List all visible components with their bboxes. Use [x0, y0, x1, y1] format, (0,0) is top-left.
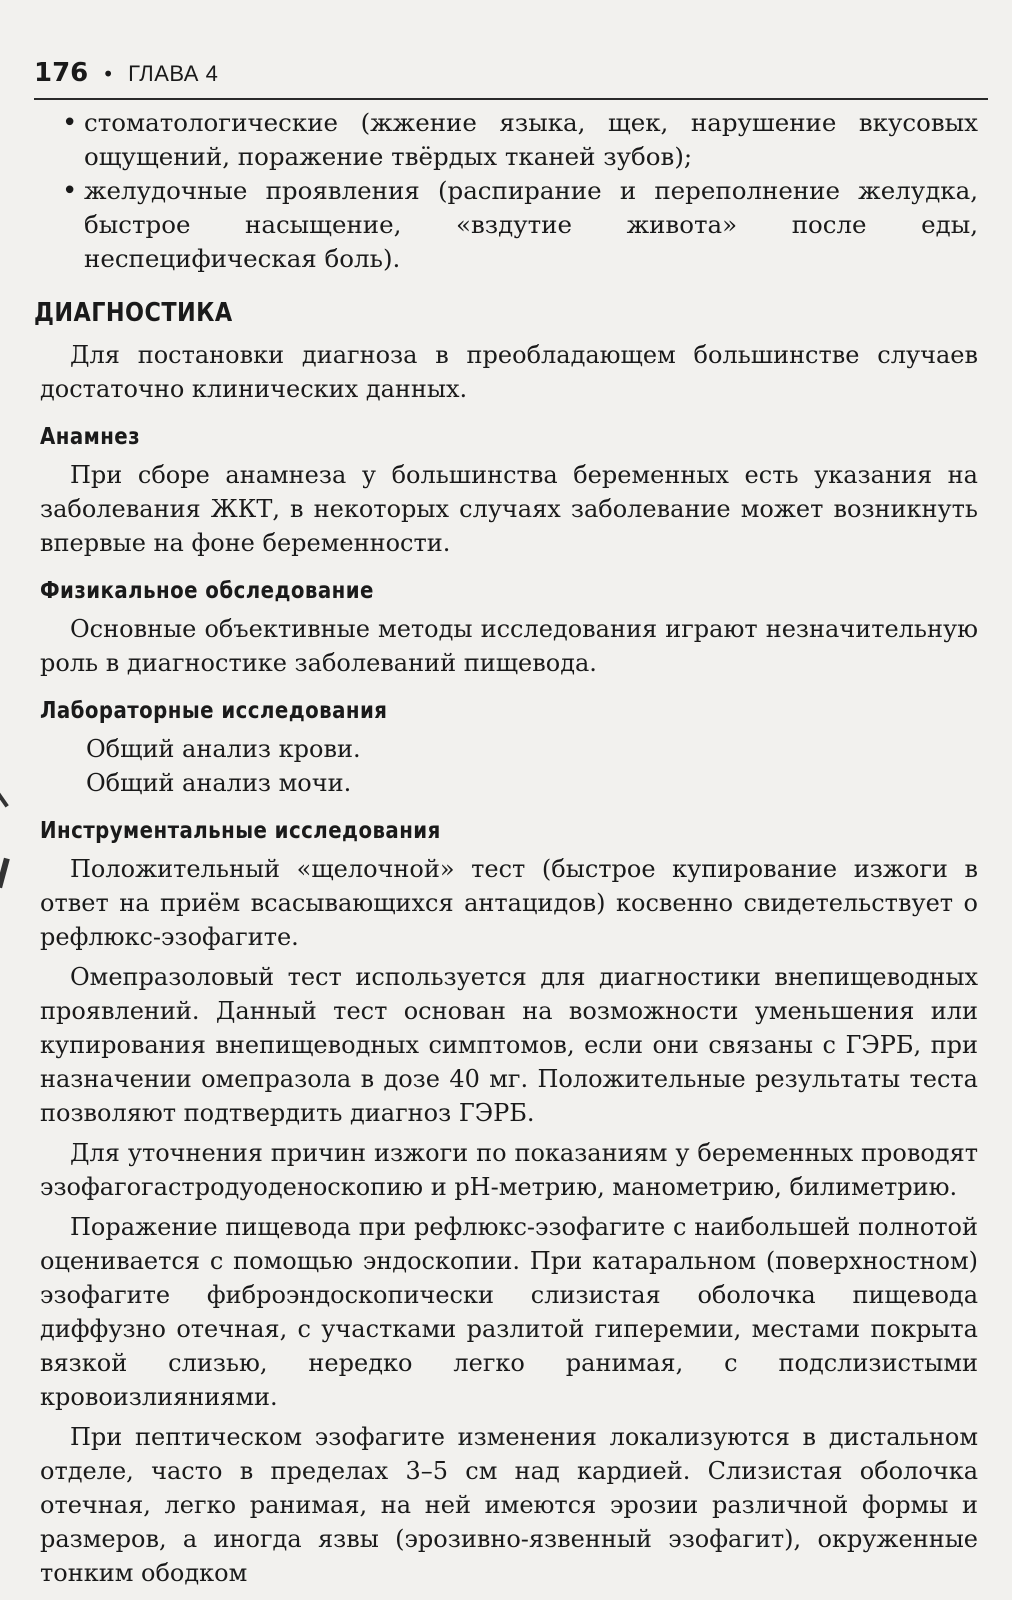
lab-item: Общий анализ крови.	[86, 735, 361, 763]
header-bullet: •	[102, 62, 115, 86]
anamnesis-text: При сборе анамнеза у большинства беременных есть указания на заболевания ЖКТ, в некоторых случаях заболевание может возникнуть впервые на фоне беременности.	[40, 461, 978, 557]
subsection-title-physical: Физикальное обследование	[40, 578, 374, 604]
running-head	[34, 58, 988, 100]
symptom-list	[34, 106, 978, 276]
lab-item: Общий анализ мочи.	[86, 769, 352, 797]
section-title-diagnostics: ДИАГНОСТИКА	[34, 298, 233, 328]
list-item: • стоматологические (жжение языка, щек, нарушение вкусовых ощущений, поражение твёрдых тканей зубов);	[62, 106, 978, 174]
physical-text: Основные объективные методы исследования играют незначительную роль в диагностике заболеваний пищевода.	[40, 615, 978, 677]
page-number: 176	[34, 58, 89, 88]
chapter-label: ГЛАВА 4	[128, 61, 219, 86]
instrumental-paragraph: При пептическом эзофагите изменения локализуются в дистальном отделе, часто в пределах 3–5 см над кардией. Слизистая оболочка отечная, легко ранимая, на ней имеются эрозии различной формы и размеров, а иногда язвы (эрозивно-язвенный эзофагит), окруженные тонким ободком	[40, 1423, 978, 1587]
page-content	[34, 106, 978, 1590]
subsection-title-anamnesis: Анамнез	[40, 424, 141, 450]
subsection-title-lab: Лабораторные исследования	[40, 698, 388, 724]
instrumental-paragraph: Поражение пищевода при рефлюкс-эзофагите с наибольшей полнотой оценивается с помощью эндоскопии. При катаральном (поверхностном) эзофагите фиброэндоскопически слизистая оболочка пищевода диффузно отечная, с участками разлитой гиперемии, местами покрыта вязкой слизью, нередко легко ранимая, с подслизистыми кровоизлияниями.	[40, 1213, 978, 1411]
diagnostics-intro: Для постановки диагноза в преобладающем большинстве случаев достаточно клинических данных.	[40, 341, 978, 403]
instrumental-paragraph: Для уточнения причин изжоги по показаниям у беременных проводят эзофагогастродуоденоскопию и pH-метрию, манометрию, билиметрию.	[40, 1139, 978, 1201]
instrumental-paragraph: Положительный «щелочной» тест (быстрое купирование изжоги в ответ на приём всасывающихся антацидов) косвенно свидетельствует о рефлюкс-эзофагите.	[40, 855, 978, 951]
instrumental-paragraph: Омепразоловый тест используется для диагностики внепищеводных проявлений. Данный тест основан на возможности уменьшения или купирования внепищеводных симптомов, если они связаны с ГЭРБ, при назначении омепразола в дозе 40 мг. Положительные результаты теста позволяют подтвердить диагноз ГЭРБ.	[40, 963, 978, 1127]
list-item: • желудочные проявления (распирание и переполнение желудка, быстрое насыщение, «вздутие живота» после еды, неспецифическая боль).	[62, 174, 978, 276]
subsection-title-instrumental: Инструментальные исследования	[40, 818, 441, 844]
